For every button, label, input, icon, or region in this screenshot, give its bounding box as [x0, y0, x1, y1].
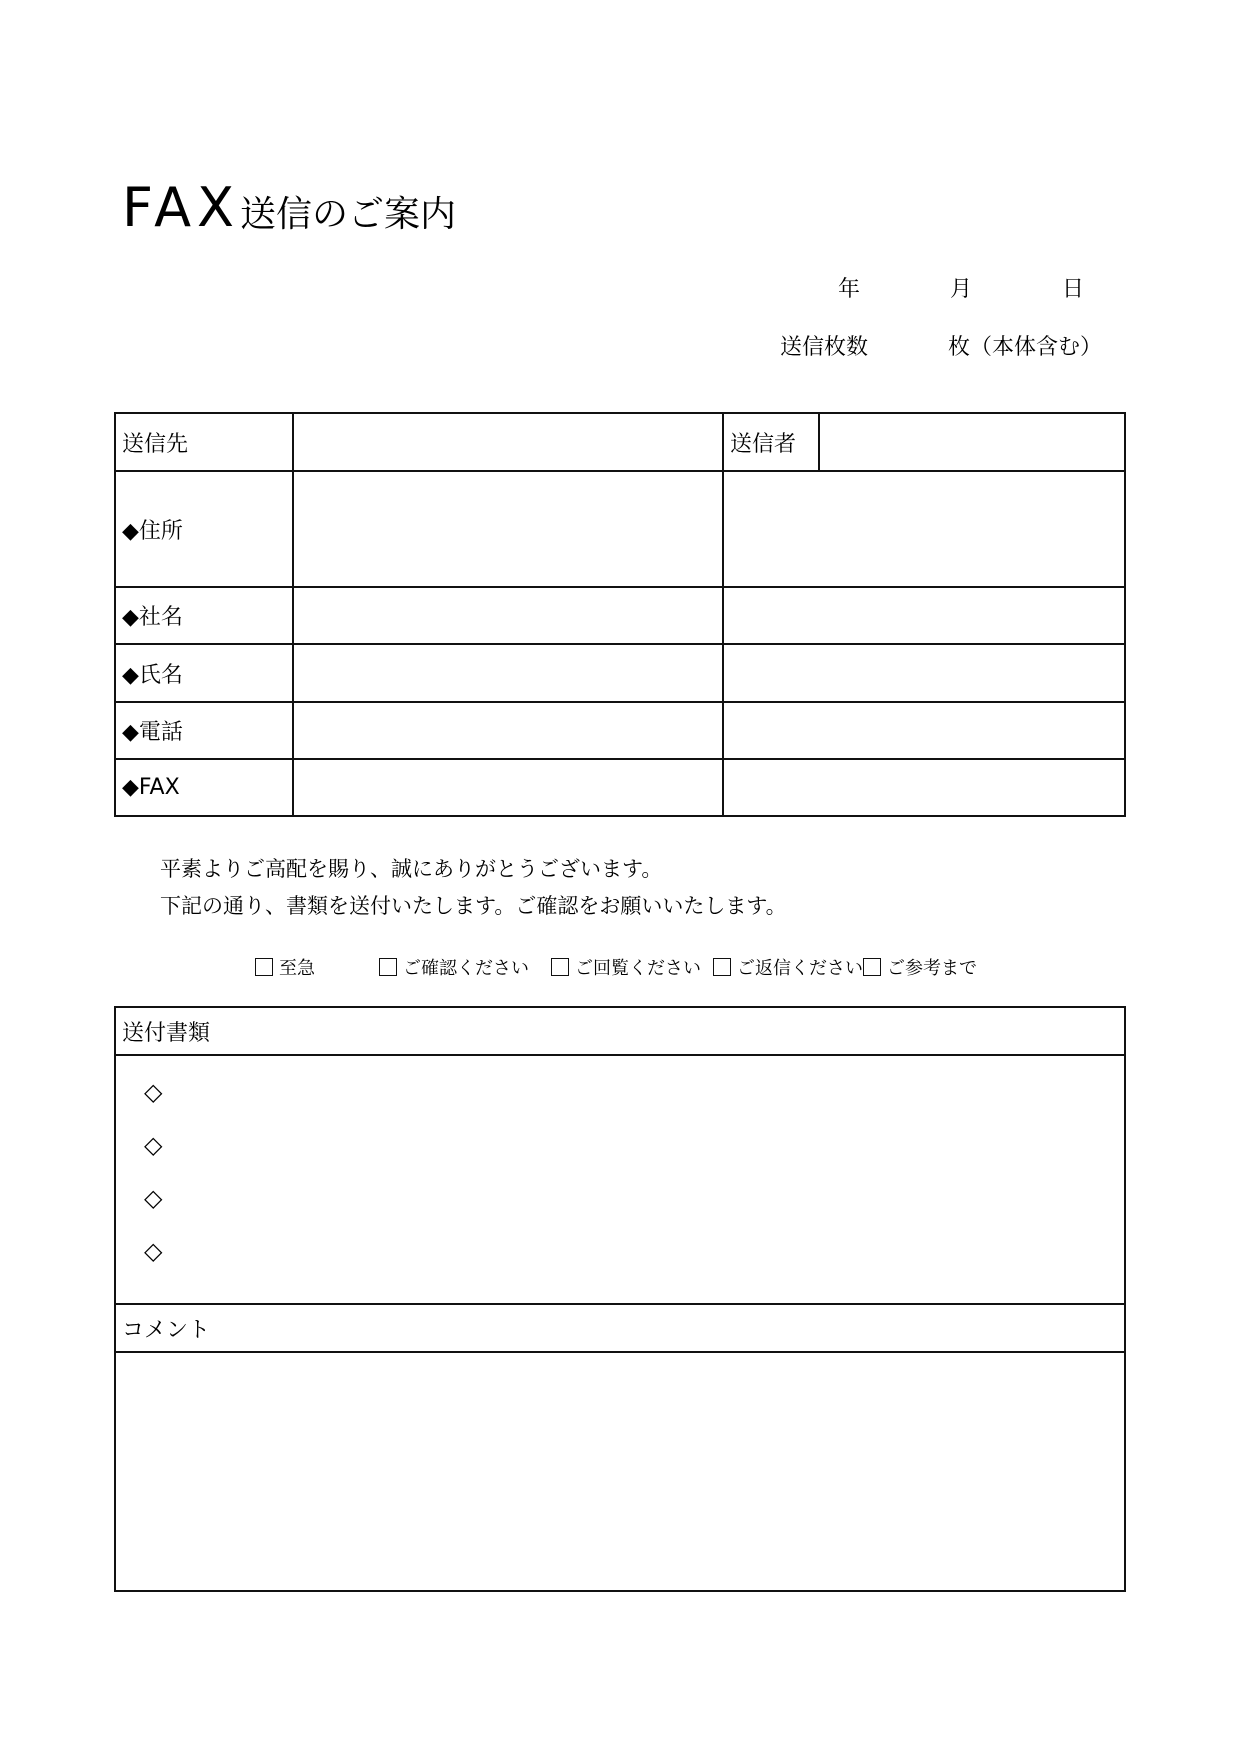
checkbox-urgent[interactable] — [255, 954, 315, 980]
checkbox-please-confirm[interactable] — [379, 954, 529, 980]
checkbox-please-circulate[interactable] — [551, 954, 701, 980]
company-label: ◆社名 — [115, 587, 293, 644]
recipient-fax-field[interactable] — [293, 759, 723, 816]
greeting-line-1: 平素よりご高配を賜り、誠にありがとうございます。 — [160, 857, 663, 881]
table-row — [115, 644, 1125, 702]
recipient-company-field[interactable] — [293, 587, 723, 644]
checkbox-please-reply[interactable] — [713, 954, 863, 980]
sender-field[interactable] — [819, 413, 1125, 471]
pages-suffix: 枚（本体含む） — [948, 335, 1103, 360]
checkbox-for-reference[interactable] — [863, 954, 977, 980]
sender-phone-field[interactable] — [723, 702, 1125, 759]
checkbox-icon[interactable] — [379, 958, 397, 976]
recipient-sender-table — [114, 412, 1126, 817]
diamond-outline-icon: ◇ — [144, 1131, 163, 1159]
name-label: ◆氏名 — [115, 644, 293, 702]
recipient-name-field[interactable] — [293, 644, 723, 702]
title-rest: 送信のご案内 — [240, 194, 457, 235]
pages-label: 送信枚数 — [780, 335, 869, 360]
date-year-label: 年 — [838, 277, 861, 302]
checkbox-label: ご確認ください — [403, 958, 529, 979]
checkbox-icon[interactable] — [713, 958, 731, 976]
page-title — [122, 176, 456, 239]
checkbox-icon[interactable] — [255, 958, 273, 976]
recipient-field[interactable] — [293, 413, 723, 471]
documents-heading: 送付書類 — [116, 1008, 1124, 1056]
sender-address-field[interactable] — [723, 471, 1125, 587]
comment-heading: コメント — [116, 1305, 1124, 1353]
diamond-outline-icon: ◇ — [144, 1184, 163, 1212]
sender-company-field[interactable] — [723, 587, 1125, 644]
checkbox-label: ご回覧ください — [575, 958, 701, 979]
checkbox-label: ご参考まで — [887, 958, 977, 979]
sender-fax-field[interactable] — [723, 759, 1125, 816]
address-label: ◆住所 — [115, 471, 293, 587]
diamond-outline-icon: ◇ — [144, 1078, 163, 1106]
table-row — [115, 702, 1125, 759]
checkbox-label: ご返信ください — [737, 958, 863, 979]
table-row — [115, 471, 1125, 587]
checkbox-icon[interactable] — [863, 958, 881, 976]
table-row — [115, 587, 1125, 644]
sender-name-field[interactable] — [723, 644, 1125, 702]
recipient-address-field[interactable] — [293, 471, 723, 587]
documents-comment-box — [114, 1006, 1126, 1592]
fax-label: ◆FAX — [115, 759, 293, 816]
documents-list[interactable] — [116, 1056, 1124, 1305]
greeting-line-2: 下記の通り、書類を送付いたします。ご確認をお願いいたします。 — [160, 894, 787, 918]
table-header-row — [115, 413, 1125, 471]
comment-field[interactable] — [116, 1353, 1124, 1590]
date-month-label: 月 — [950, 277, 973, 302]
diamond-outline-icon: ◇ — [144, 1237, 163, 1265]
table-row — [115, 759, 1125, 816]
recipient-phone-field[interactable] — [293, 702, 723, 759]
sender-label: 送信者 — [723, 413, 819, 471]
date-day-label: 日 — [1062, 277, 1085, 302]
checkbox-label: 至急 — [279, 958, 315, 979]
phone-label: ◆電話 — [115, 702, 293, 759]
checkbox-icon[interactable] — [551, 958, 569, 976]
title-fax: FAX — [122, 176, 241, 239]
recipient-label: 送信先 — [115, 413, 293, 471]
